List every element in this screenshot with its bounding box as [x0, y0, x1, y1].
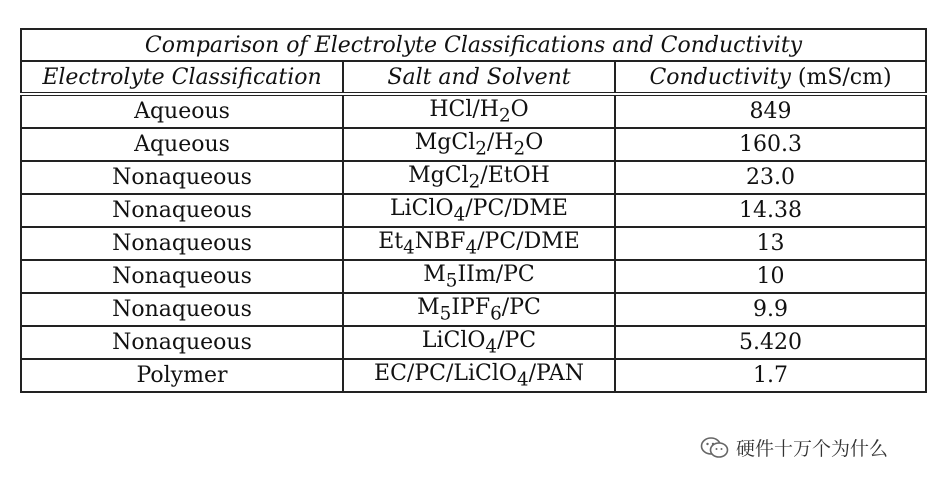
watermark-text: 硬件十万个为什么 [736, 438, 889, 460]
cell-classification: Nonaqueous [21, 260, 343, 293]
table-row [21, 260, 926, 293]
cell-classification: Nonaqueous [21, 293, 343, 326]
watermark [700, 434, 888, 461]
cell-salt-solvent: $M_5IIm/PC$ [343, 260, 615, 293]
header-conductivity-label: Conductivity [649, 64, 791, 90]
table-row [21, 227, 926, 260]
cell-conductivity: 14.38 [615, 194, 926, 227]
table-row [21, 161, 926, 194]
table-row [21, 94, 926, 128]
cell-salt-solvent: LiClO$_4$/PC/DME [343, 194, 615, 227]
cell-classification: Nonaqueous [21, 326, 343, 359]
cell-salt-solvent: LiClO$_4$/PC [343, 326, 615, 359]
table-caption: Comparison of Electrolyte Classifications and Conductivity [21, 29, 926, 61]
wechat-icon [700, 436, 730, 460]
cell-classification: Nonaqueous [21, 161, 343, 194]
header-salt-solvent: Salt and Solvent [343, 61, 615, 94]
header-classification: Electrolyte Classification [21, 61, 343, 94]
electrolyte-table-container [20, 28, 925, 412]
cell-salt-solvent: EC/PC/LiClO$_4$/PAN [343, 359, 615, 392]
cell-classification: Nonaqueous [21, 227, 343, 260]
cell-salt-solvent: MgCl$_2$/EtOH [343, 161, 615, 194]
cell-conductivity: 9.9 [615, 293, 926, 326]
cell-conductivity: 1.7 [615, 359, 926, 392]
cell-classification: Aqueous [21, 128, 343, 161]
cell-conductivity: 23.0 [615, 161, 926, 194]
cell-salt-solvent: $M_5IPF_6/PC$ [343, 293, 615, 326]
cell-conductivity: 13 [615, 227, 926, 260]
header-conductivity-unit: (mS/cm) [797, 64, 892, 90]
header-conductivity [615, 61, 926, 94]
cell-conductivity: 10 [615, 260, 926, 293]
cell-salt-solvent: $Et_4NBF_4/PC$/DME [343, 227, 615, 260]
cell-salt-solvent: HCl/$H_2O$ [343, 94, 615, 128]
cell-salt-solvent: $MgCl_2/H_2O$ [343, 128, 615, 161]
cell-classification: Aqueous [21, 94, 343, 128]
electrolyte-table [20, 28, 927, 393]
table-body [21, 94, 926, 392]
table-row [21, 128, 926, 161]
cell-conductivity: 160.3 [615, 128, 926, 161]
table-row [21, 326, 926, 359]
cell-classification: Nonaqueous [21, 194, 343, 227]
cell-conductivity: 849 [615, 94, 926, 128]
table-row [21, 293, 926, 326]
table-row [21, 194, 926, 227]
cell-conductivity: 5.420 [615, 326, 926, 359]
cell-classification: Polymer [21, 359, 343, 392]
table-row [21, 359, 926, 392]
